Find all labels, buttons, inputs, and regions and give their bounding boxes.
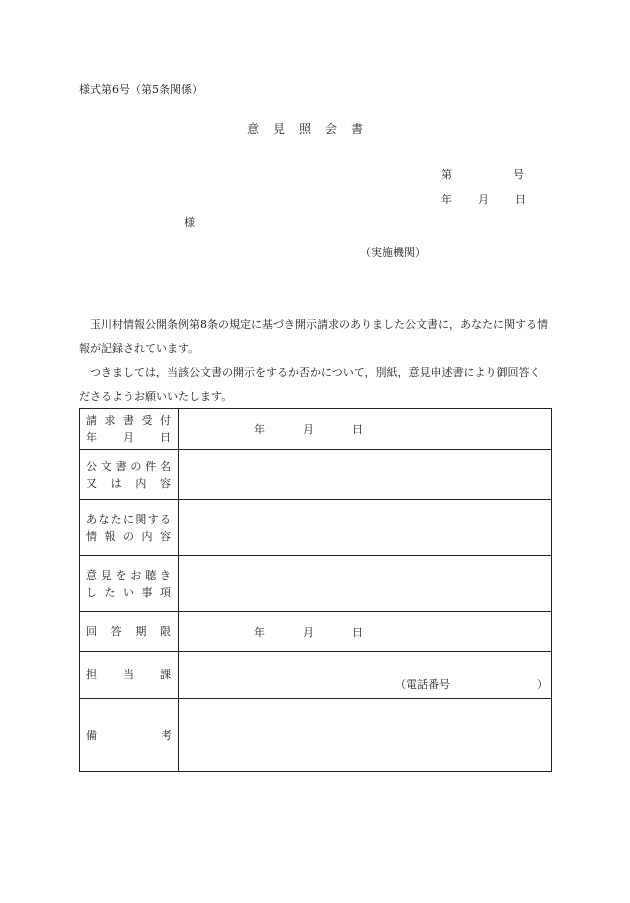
label-remarks: 備考 [80,699,179,772]
body-paragraph-2: つきましては，当該公文書の開示をするか否かについて，別紙，意見申述書により御回答くださるようお願いいたします。 [79,366,541,403]
label-department: 担当課 [80,652,179,699]
label-document-title: 公文書の件名 又は内容 [80,450,179,500]
table-row [80,450,552,500]
table-row [80,556,552,612]
reply-deadline-field[interactable]: 年 月 日 [179,612,552,652]
reference-number [441,166,524,182]
inquiry-items-field[interactable] [179,556,552,612]
number-suffix: 号 [513,168,524,181]
inquiry-form-table [79,408,552,772]
sender-agency: （実施機関） [360,246,426,259]
form-number: 様式第6号（第5条関係） [79,83,203,96]
addressee-suffix: 様 [184,216,195,229]
label-related-info: あなたに関する 情報の内容 [80,500,179,556]
document-title-field[interactable] [179,450,552,500]
label-receipt-date: 請求書受付 年月日 [80,409,179,450]
number-prefix: 第 [441,168,452,181]
issue-month: 月 [478,193,489,206]
body-paragraph-1: 玉川村情報公開条例第8条の規定に基づき開示請求のありました公文書に，あなたに関する情報が記録されています。 [79,318,548,355]
related-info-field[interactable] [179,500,552,556]
table-row [80,652,552,699]
phone-label: （電話番号 [395,678,450,691]
receipt-date-field[interactable]: 年 月 日 [179,409,552,450]
table-row [80,699,552,772]
issue-year: 年 [441,193,452,206]
label-inquiry-items: 意見をお聴き したい事項 [80,556,179,612]
table-row [80,409,552,450]
issue-day: 日 [515,193,526,206]
document-title: 意見照会書 [247,122,378,136]
table-row [80,500,552,556]
remarks-field[interactable] [179,699,552,772]
department-field[interactable] [179,652,552,699]
table-row [80,612,552,652]
label-reply-deadline: 回答期限 [80,612,179,652]
issue-date [441,191,526,207]
phone-close: ） [537,678,548,691]
